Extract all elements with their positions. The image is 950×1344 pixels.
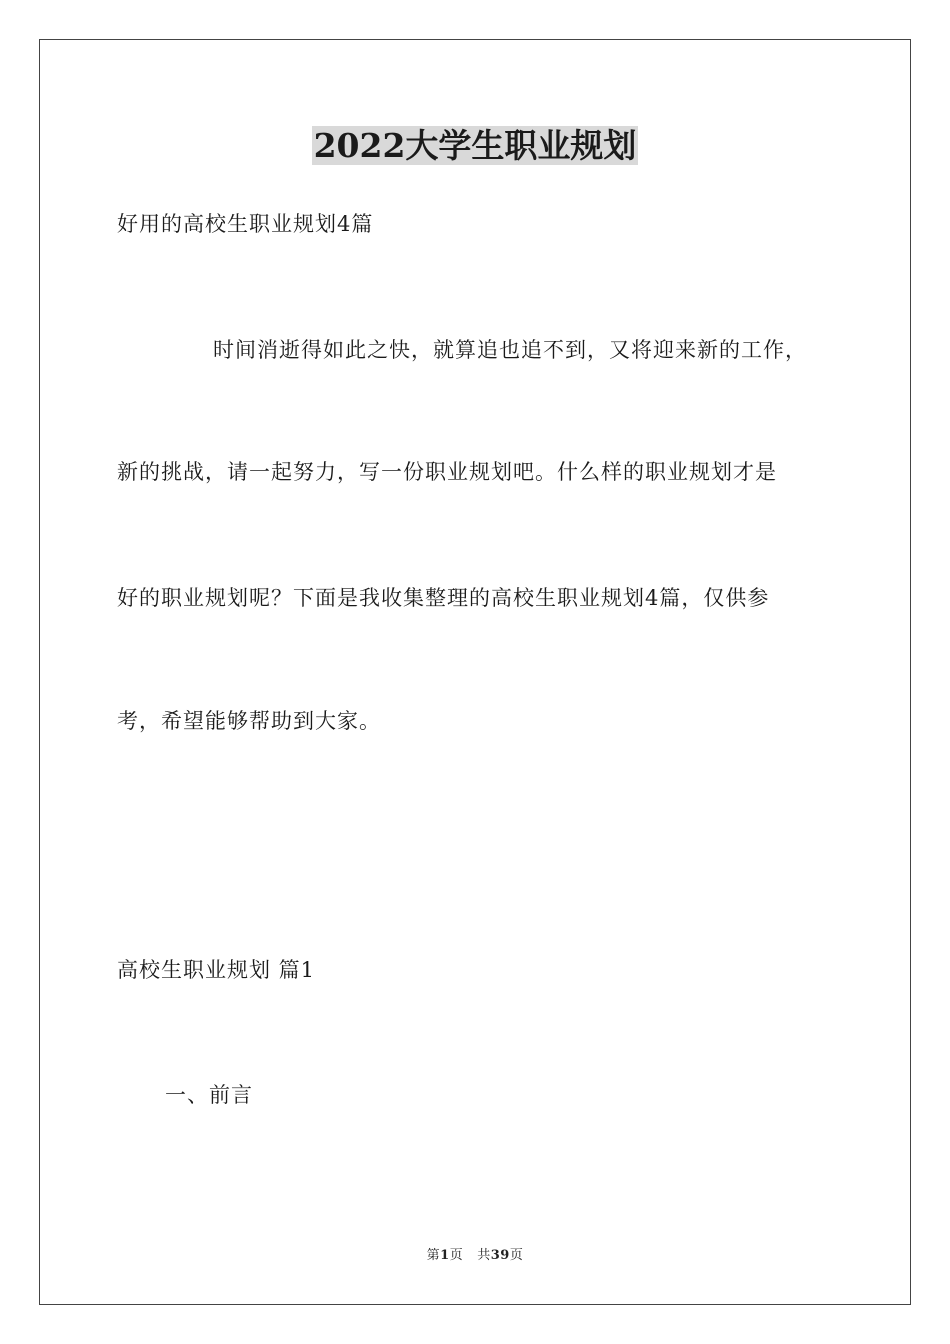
intro-line-4: 考，希望能够帮助到大家。 xyxy=(117,709,381,733)
footer-total-suffix: 页 xyxy=(509,1248,524,1263)
document-subtitle: 好用的高校生职业规划4篇 xyxy=(117,212,374,236)
footer-page-number: 1 xyxy=(440,1248,450,1263)
intro-line-2: 新的挑战，请一起努力，写一份职业规划吧。什么样的职业规划才是 xyxy=(117,460,777,484)
footer-page-prefix: 第 xyxy=(426,1248,441,1263)
page-footer xyxy=(0,1247,950,1265)
document-title: 2022大学生职业规划 xyxy=(313,126,637,165)
sub-section-heading: 一、前言 xyxy=(165,1083,253,1107)
document-title-block xyxy=(0,124,950,168)
intro-line-3: 好的职业规划呢？下面是我收集整理的高校生职业规划4篇，仅供参 xyxy=(117,586,770,610)
section-heading: 高校生职业规划 篇1 xyxy=(117,958,316,982)
intro-line-1: 时间消逝得如此之快，就算追也追不到，又将迎来新的工作， xyxy=(213,338,807,362)
footer-total-prefix: 共 xyxy=(477,1248,491,1263)
footer-total-pages: 39 xyxy=(490,1248,510,1263)
footer-page-suffix: 页 xyxy=(449,1248,464,1263)
